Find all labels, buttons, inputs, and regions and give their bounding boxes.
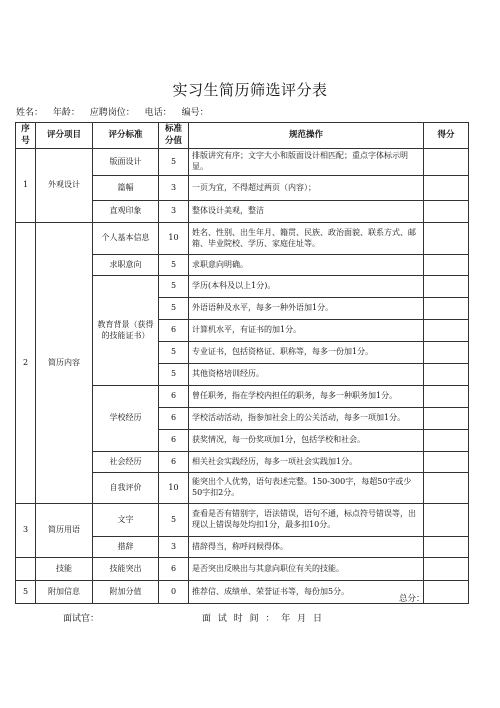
group-item: 附加信息	[36, 581, 93, 604]
score-cell: 5	[159, 504, 189, 537]
points-cell[interactable]	[424, 298, 469, 320]
points-cell[interactable]	[424, 176, 469, 201]
points-cell[interactable]	[424, 473, 469, 504]
points-cell[interactable]	[424, 342, 469, 364]
points-cell[interactable]	[424, 149, 469, 176]
points-cell[interactable]	[424, 364, 469, 386]
score-cell: 6	[159, 558, 189, 581]
header-score: 标准分值	[159, 123, 189, 149]
spec-cell: 曾任职务，指在学校内担任的职务，每多一种职务加1分。	[189, 386, 424, 408]
standard-cell: 自我评价	[93, 473, 159, 504]
points-cell[interactable]	[424, 320, 469, 342]
score-cell: 6	[159, 320, 189, 342]
score-cell: 5	[159, 149, 189, 176]
score-cell: 5	[159, 255, 189, 276]
group-no: 1	[16, 149, 36, 223]
number-label: 编号：	[181, 108, 209, 118]
points-cell[interactable]	[424, 537, 469, 558]
group-item: 简历内容	[36, 223, 93, 504]
standard-cell: 社会经历	[93, 452, 159, 473]
points-cell[interactable]	[424, 558, 469, 581]
spec-cell: 一页为宜，不得超过两页（内容）；	[189, 176, 424, 201]
group-no	[16, 558, 36, 581]
spec-cell: 外语语种及水平，每多一种外语加1分。	[189, 298, 424, 320]
score-cell: 3	[159, 176, 189, 201]
group-no: 2	[16, 223, 36, 504]
table-row	[16, 223, 469, 255]
score-cell: 3	[159, 201, 189, 223]
position-label: 应聘岗位：	[89, 108, 135, 118]
standard-cell: 学校经历	[93, 386, 159, 452]
points-cell[interactable]	[424, 255, 469, 276]
standard-cell: 教育背景（获得的技能证书）	[93, 276, 159, 386]
standard-cell: 个人基本信息	[93, 223, 159, 255]
header-points: 得分	[424, 123, 469, 149]
standard-cell: 措辞	[93, 537, 159, 558]
points-cell[interactable]	[424, 223, 469, 255]
spec-cell: 相关社会实践经历，每多一项社会实践加1分。	[189, 452, 424, 473]
standard-cell: 求职意向	[93, 255, 159, 276]
standard-cell: 技能突出	[93, 558, 159, 581]
age-label: 年龄：	[52, 108, 80, 118]
spec-cell: 学校活动活动，指参加社会上的公关活动，每多一项加1分。	[189, 408, 424, 430]
points-cell[interactable]	[424, 386, 469, 408]
spec-cell: 推荐信、成绩单、荣誉证书等，每份加5分。	[189, 581, 424, 604]
spec-cell: 求职意向明确。	[189, 255, 424, 276]
table-row	[16, 149, 469, 176]
group-item: 简历用语	[36, 504, 93, 558]
score-cell: 6	[159, 386, 189, 408]
table-header-row	[16, 123, 469, 149]
group-no: 5	[16, 581, 36, 604]
standard-cell: 文字	[93, 504, 159, 537]
score-cell: 6	[159, 430, 189, 452]
spec-cell: 整体设计美观，整洁	[189, 201, 424, 223]
score-cell: 6	[159, 408, 189, 430]
score-cell: 10	[159, 473, 189, 504]
header-no: 序号	[16, 123, 36, 149]
applicant-info-line	[16, 105, 216, 118]
spec-cell: 查看是否有错别字，语法错误，语句不通，标点符号错误等，出现以上错误每处均扣1分，最多扣10分。	[189, 504, 424, 537]
spec-cell: 措辞得当，称呼问候得体。	[189, 537, 424, 558]
group-item: 技能	[36, 558, 93, 581]
spec-cell: 排版讲究有序；文字大小和版面设计相匹配；重点字体标示明显。	[189, 149, 424, 176]
spec-cell: 能突出个人优势，语句表述完整。150-300字，每超50字或少50字扣2分。	[189, 473, 424, 504]
score-cell: 5	[159, 298, 189, 320]
page-title: 实习生简历筛选评分表	[172, 81, 328, 99]
points-cell[interactable]	[424, 276, 469, 298]
score-cell: 3	[159, 537, 189, 558]
spec-cell: 姓名、性别、出生年月、籍贯、民族、政治面貌、联系方式、邮箱、毕业院校、学历、家庭住址等。	[189, 223, 424, 255]
scoring-table	[15, 122, 469, 604]
spec-cell: 获奖情况，每一份奖项加1分，包括学校和社会。	[189, 430, 424, 452]
phone-label: 电话：	[144, 108, 172, 118]
standard-cell: 附加分值	[93, 581, 159, 604]
header-spec: 规范操作	[189, 123, 424, 149]
points-cell[interactable]	[424, 452, 469, 473]
header-item: 评分项目	[36, 123, 93, 149]
standard-cell: 直观印象	[93, 201, 159, 223]
score-cell: 5	[159, 276, 189, 298]
table-row	[16, 558, 469, 581]
points-cell[interactable]	[424, 201, 469, 223]
points-cell[interactable]	[424, 430, 469, 452]
group-no: 3	[16, 504, 36, 558]
interview-time-label: 面 试 时 间 ： 年 月 日	[202, 614, 325, 624]
spec-cell: 专业证书，包括资格证、职称等，每多一份加1分。	[189, 342, 424, 364]
points-cell[interactable]	[424, 408, 469, 430]
points-cell[interactable]	[424, 504, 469, 537]
name-label: 姓名：	[16, 108, 44, 118]
spec-cell: 计算机水平，有证书的加1分。	[189, 320, 424, 342]
standard-cell: 版面设计	[93, 149, 159, 176]
spec-cell: 其他资格培训经历。	[189, 364, 424, 386]
group-item: 外观设计	[36, 149, 93, 223]
score-cell: 5	[159, 364, 189, 386]
interviewer-label: 面试官：	[63, 614, 100, 624]
spec-cell: 是否突出反映出与其意向职位有关的技能。	[189, 558, 424, 581]
points-cell[interactable]	[424, 581, 469, 604]
score-cell: 5	[159, 342, 189, 364]
score-cell: 6	[159, 452, 189, 473]
score-cell: 0	[159, 581, 189, 604]
table-row	[16, 504, 469, 537]
total-score-label: 总分：	[399, 594, 425, 604]
standard-cell: 篇幅	[93, 176, 159, 201]
score-cell: 10	[159, 223, 189, 255]
spec-cell: 学历(本科及以上1分)。	[189, 276, 424, 298]
header-standard: 评分标准	[93, 123, 159, 149]
